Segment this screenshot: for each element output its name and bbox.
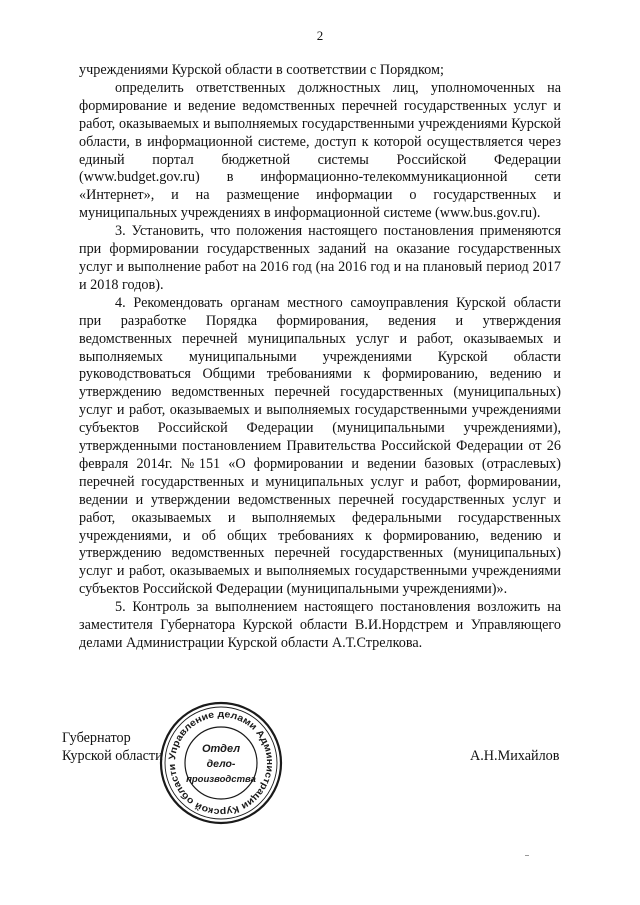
stamp-center-line3: производства (186, 774, 256, 785)
page-number: 2 (316, 28, 324, 43)
stamp-center-line1: Отдел (201, 743, 241, 755)
signatory-name: А.Н.Михайлов (470, 748, 560, 764)
paragraph-item-3: 3. Установить, что положения настоящего постановления применяются при формировании государственных заданий на оказание государственных услуг и выполнение работ на 2016 год (на 2016 год и на плановый период 2017 и 2018 годов). (79, 223, 561, 293)
paragraph-item-5: 5. Контроль за выполнением настоящего постановления возложить на заместителя Губернатора Курской области В.И.Нордстрем и Управляющего делами Администрации Курской области А.Т.Стрелкова. (79, 599, 561, 651)
signatory-position (62, 730, 163, 766)
stamp-center-line2: дело- (206, 758, 236, 770)
signatory-position-line2: Курской области (62, 747, 163, 764)
scan-mark (525, 855, 529, 856)
paragraph-responsible-officials: определить ответственных должностных лиц, уполномоченных на формирование и ведение ведомственных перечней государственных услуг и работ, оказываемых и выполняемых государственными учреждениями Курской области, в информационной системе, доступ к которой осуществляется через единый портал бюджетной системы Российской Федерации (www.budget.gov.ru) в информационно-телекоммуникационной сети «Интернет», и на размещение информации о государственных и муниципальных учреждениях в информационной системе (www.bus.gov.ru). (79, 79, 561, 222)
paragraph-item-4: 4. Рекомендовать органам местного самоуправления Курской области при разработке Порядка формирования, ведения и утверждения ведомственных перечней муниципальных услуг и работ, оказываемых и выполняемых муниципальными учреждениями Курской области руководствоваться Общими требованиями к формированию, ведению и утверждению ведомственных перечней государственных (муниципальных) услуг и работ, оказываемых и выполняемых государственными учреждениями субъектов Российской Федерации (муниципальными учреждениями), утвержденными постановлением Правительства Российской Федерации от 26 февраля 2014г. №151 «О формировании и ведении базовых (отраслевых) перечней государственных и муниципальных услуг и работ, формировании, ведении и утверждении ведомственных перечней государственных услуг и работ, оказываемых и выполняемых федеральными государственных учреждениями, и об общих требованиях к формированию, ведению и утверждению ведомственных перечней государственных (муниципальных) услуг и работ, оказываемых и выполняемых государственными учреждениями субъектов Российской Федерации (муниципальными учреждениями)». (79, 294, 561, 598)
signatory-position-line1: Губернатор (62, 730, 131, 746)
paragraph-continuation: учреждениями Курской области в соответствии с Порядком; (79, 62, 444, 78)
official-stamp (158, 700, 284, 826)
document-body (79, 62, 561, 653)
stamp-ring-text: Управление делами Администрации Курской области (166, 708, 276, 818)
